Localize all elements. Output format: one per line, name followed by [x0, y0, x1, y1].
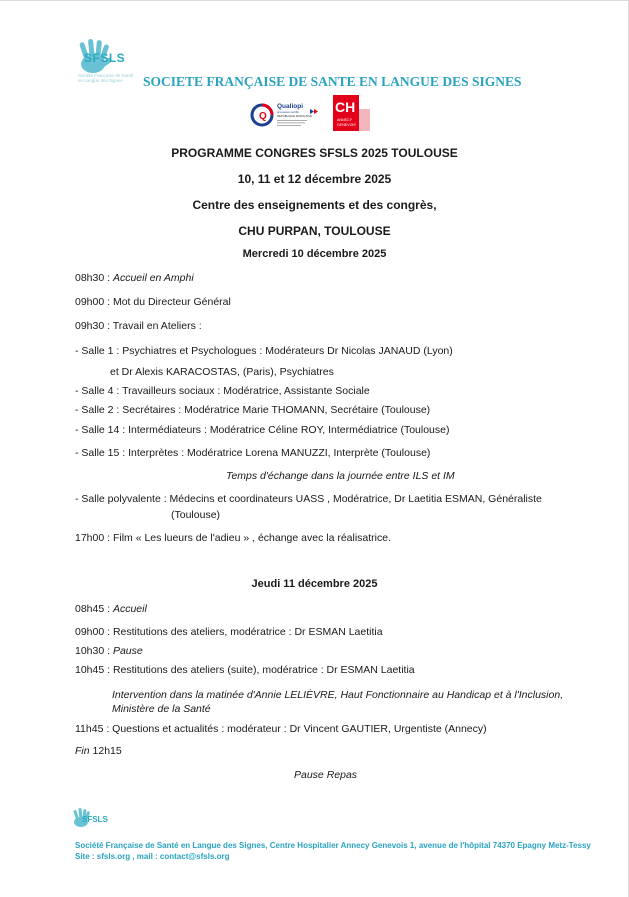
schedule-item-restitutions: 09h00 : Restitutions des ateliers, modératrice : Dr ESMAN Laetitia — [75, 626, 383, 638]
salle-1-cont: et Dr Alexis KARACOSTAS, (Paris), Psychiatres — [110, 366, 334, 378]
page-edge-top — [0, 0, 629, 1]
schedule-item-ateliers: 09h30 : Travail en Ateliers : — [75, 320, 202, 332]
svg-text:Q: Q — [259, 111, 267, 122]
schedule-item-restitutions-suite: 10h45 : Restitutions des ateliers (suite), modératrice : Dr ESMAN Laetitia — [75, 664, 415, 676]
schedule-item-pause: 10h30 : Pause — [75, 645, 143, 657]
ch-annecy-genevois-logo — [333, 95, 370, 131]
intervention-line2: Ministère de la Santé — [112, 703, 211, 715]
footer-logo-text: SFSLS — [82, 815, 108, 824]
salle-1: - Salle 1 : Psychiatres et Psychologues : Modérateurs Dr Nicolas JANAUD (Lyon) — [75, 345, 453, 357]
day1-heading: Mercredi 10 décembre 2025 — [242, 248, 387, 260]
ch-logo-text: CH — [335, 99, 356, 115]
day2-heading: Jeudi 11 décembre 2025 — [251, 578, 378, 590]
program-venue-line1: Centre des enseignements et des congrès, — [192, 198, 437, 212]
organization-title: SOCIETE FRANÇAISE DE SANTE EN LANGUE DES SIGNES — [143, 74, 522, 89]
salle-polyvalente-cont: (Toulouse) — [171, 509, 221, 521]
schedule-item-questions: 11h45 : Questions et actualités : modérateur : Dr Vincent GAUTIER, Urgentiste (Annecy) — [75, 723, 487, 735]
salle-polyvalente: - Salle polyvalente : Médecins et coordinateurs UASS , Modératrice, Dr Laetitia ESMAN, Généraliste — [75, 493, 542, 505]
schedule-item-fin: Fin 12h15 — [75, 745, 122, 757]
program-dates: 10, 11 et 12 décembre 2025 — [237, 172, 392, 186]
logo-text: SFSLS — [84, 51, 126, 65]
salle-15: - Salle 15 : Interprètes : Modératrice Lorena MANUZZI, Interprète (Toulouse) — [75, 447, 431, 459]
pause-repas: Pause Repas — [294, 769, 358, 781]
intervention-line1: Intervention dans la matinée d'Annie LELIÈVRE, Haut Fonctionnaire au Handicap et à l'Inclusion, — [112, 689, 564, 701]
qualiopi-certification-logo — [250, 100, 330, 130]
svg-text:GENEVOIS: GENEVOIS — [337, 123, 356, 127]
program-venue-line2: CHU PURPAN, TOULOUSE — [238, 224, 391, 238]
footer-address: Société Française de Santé en Langue des Signes, Centre Hospitalier Annecy Genevois 1, avenue de l'hôpital 74370 Epagny Metz-Tessy — [75, 841, 591, 850]
schedule-item-film: 17h00 : Film « Les lueurs de l'adieu » , échange avec la réalisatrice. — [75, 532, 392, 544]
svg-text:ANNECY: ANNECY — [337, 118, 352, 122]
program-title: PROGRAMME CONGRES SFSLS 2025 TOULOUSE — [171, 146, 458, 160]
schedule-item-accueil-2: 08h45 : Accueil — [75, 603, 147, 615]
exchange-note: Temps d'échange dans la journée entre ILS et IM — [226, 470, 455, 482]
logo-subtitle: Société Française de Santé en Langue des Signes — [78, 73, 134, 83]
salle-4: - Salle 4 : Travailleurs sociaux : Modératrice, Assistante Sociale — [75, 385, 370, 397]
qualiopi-title: Qualiopi — [277, 103, 303, 110]
salle-14: - Salle 14 : Intermédiateurs : Modératrice Céline ROY, Intermédiatrice (Toulouse) — [75, 424, 450, 436]
qualiopi-republic: RÉPUBLIQUE FRANÇAISE — [277, 114, 312, 118]
qualiopi-subtitle: processus certifié — [277, 110, 299, 114]
footer-contact: Site : sfsls.org , mail : contact@sfsls.org — [75, 852, 230, 861]
schedule-item-directeur: 09h00 : Mot du Directeur Général — [75, 296, 231, 308]
schedule-item-accueil: 08h30 : Accueil en Amphi — [75, 272, 194, 284]
salle-2: - Salle 2 : Secrétaires : Modératrice Marie THOMANN, Secrétaire (Toulouse) — [75, 404, 431, 416]
